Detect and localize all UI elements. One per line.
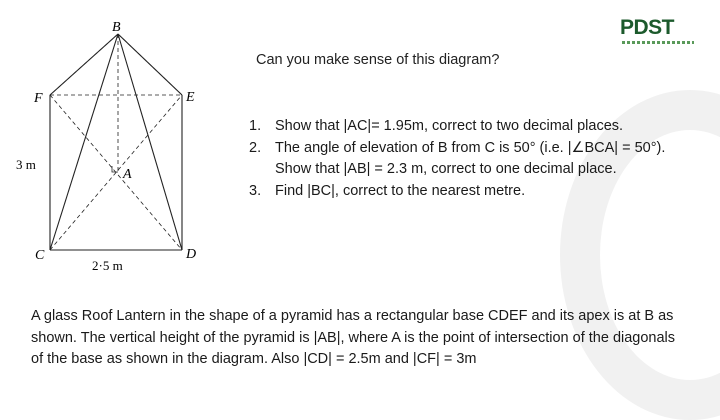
question-text: Show that |AC|= 1.95m, correct to two decimal places. (275, 118, 624, 134)
question-text: Find |BC|, correct to the nearest metre. (275, 182, 526, 199)
height-label: 3 m (16, 157, 36, 172)
question-list (249, 116, 669, 202)
pdst-logo (620, 14, 700, 50)
logo-text: PDST (620, 16, 675, 39)
vertex-label-E: E (186, 90, 195, 105)
edge-BD (118, 34, 182, 250)
question-text: The angle of elevation of B from C is 50° (i.e. |∠BCA| = 50°). Show that |AB| = 2.3 m, correct to one decimal place. (275, 139, 666, 177)
question-number: 1. (249, 118, 262, 134)
vertex-label-B: B (112, 20, 121, 35)
base-label: 2·5 m (92, 258, 123, 273)
pyramid-diagram (0, 0, 220, 275)
question-item (249, 116, 669, 138)
vertex-label-D: D (186, 247, 197, 262)
problem-description: A glass Roof Lantern in the shape of a pyramid has a rectangular base CDEF and its apex is at B as shown. The vertical height of the pyramid is |AB|, where A is the point of intersection of the diagonals of the base as shown in the diagram. Also |CD| = 2.5m and |CF| = 3m (31, 308, 676, 367)
edge-BC (50, 34, 118, 250)
question-item (249, 181, 669, 203)
slide-title: Can you make sense of this diagram? (256, 52, 500, 68)
vertex-label-A: A (123, 167, 132, 182)
question-number: 2. (249, 139, 262, 156)
vertex-label-F: F (34, 91, 43, 106)
question-item (249, 138, 669, 181)
logo-tagline-graphic (622, 41, 694, 44)
question-number: 3. (249, 182, 262, 199)
edge-BF (50, 34, 118, 95)
vertex-label-C: C (35, 248, 45, 263)
